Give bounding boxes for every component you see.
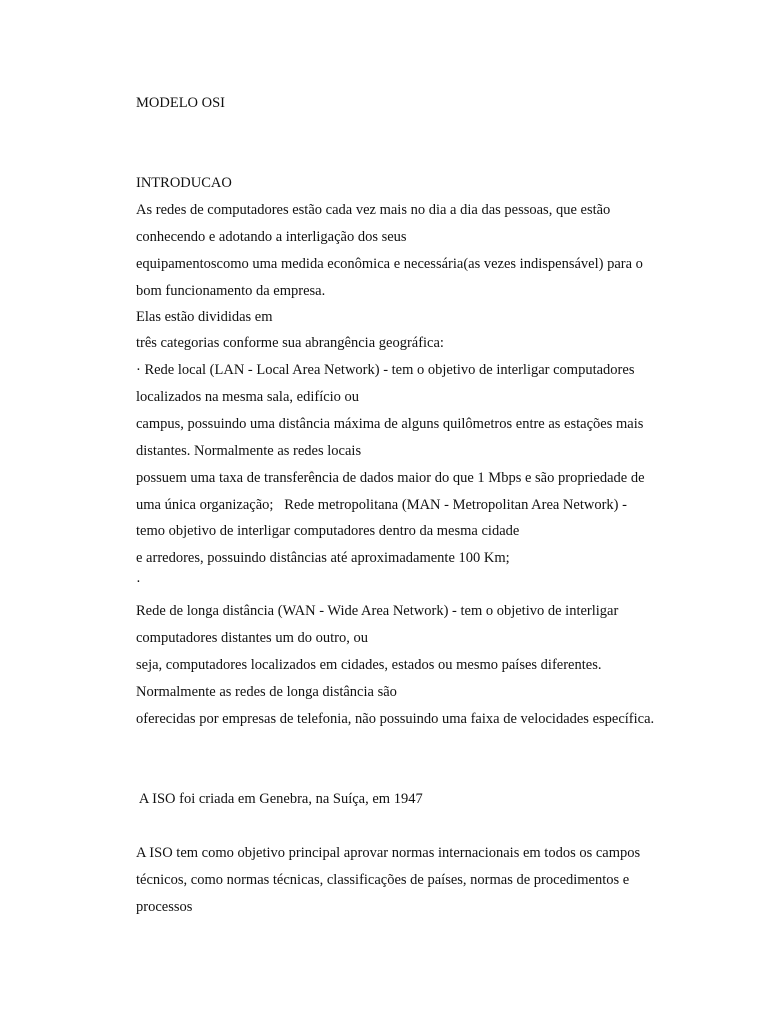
- section-heading: INTRODUCAO: [136, 175, 232, 191]
- bullet-dot: ·: [136, 574, 141, 590]
- paragraph-line: distantes. Normalmente as redes locais: [136, 443, 362, 459]
- paragraph-line: bom funcionamento da empresa.: [136, 283, 326, 299]
- paragraph-line: Normalmente as redes de longa distância são: [136, 684, 397, 700]
- paragraph-line: Elas estão divididas em: [136, 309, 273, 325]
- document-title: MODELO OSI: [136, 95, 226, 111]
- paragraph-line: processos: [136, 899, 193, 915]
- paragraph-line: Rede de longa distância (WAN - Wide Area Network) - tem o objetivo de interligar: [136, 603, 619, 619]
- paragraph-line: três categorias conforme sua abrangência geográfica:: [136, 335, 444, 351]
- paragraph-line: · Rede local (LAN - Local Area Network) - tem o objetivo de interligar computadores: [136, 362, 635, 378]
- paragraph-line: equipamentoscomo uma medida econômica e necessária(as vezes indispensável) para o: [136, 256, 643, 272]
- iso-founded-line: A ISO foi criada em Genebra, na Suíça, em 1947: [136, 791, 423, 807]
- paragraph-line: computadores distantes um do outro, ou: [136, 630, 368, 646]
- paragraph-line: seja, computadores localizados em cidades, estados ou mesmo países diferentes.: [136, 657, 602, 673]
- paragraph-line: uma única organização; Rede metropolitana (MAN - Metropolitan Area Network) -: [136, 497, 627, 513]
- paragraph-line: temo objetivo de interligar computadores dentro da mesma cidade: [136, 523, 520, 539]
- paragraph-line: possuem uma taxa de transferência de dados maior do que 1 Mbps e são propriedade de: [136, 470, 645, 486]
- paragraph-line: A ISO tem como objetivo principal aprovar normas internacionais em todos os campos: [136, 845, 641, 861]
- paragraph-line: oferecidas por empresas de telefonia, não possuindo uma faixa de velocidades específica.: [136, 711, 655, 727]
- paragraph-line: e arredores, possuindo distâncias até aproximadamente 100 Km;: [136, 550, 510, 566]
- paragraph-line: As redes de computadores estão cada vez mais no dia a dia das pessoas, que estão: [136, 202, 611, 218]
- paragraph-line: campus, possuindo uma distância máxima de alguns quilômetros entre as estações mais: [136, 416, 644, 432]
- paragraph-line: técnicos, como normas técnicas, classificações de países, normas de procedimentos e: [136, 872, 630, 888]
- paragraph-line: conhecendo e adotando a interligação dos seus: [136, 229, 407, 245]
- paragraph-line: localizados na mesma sala, edifício ou: [136, 389, 360, 405]
